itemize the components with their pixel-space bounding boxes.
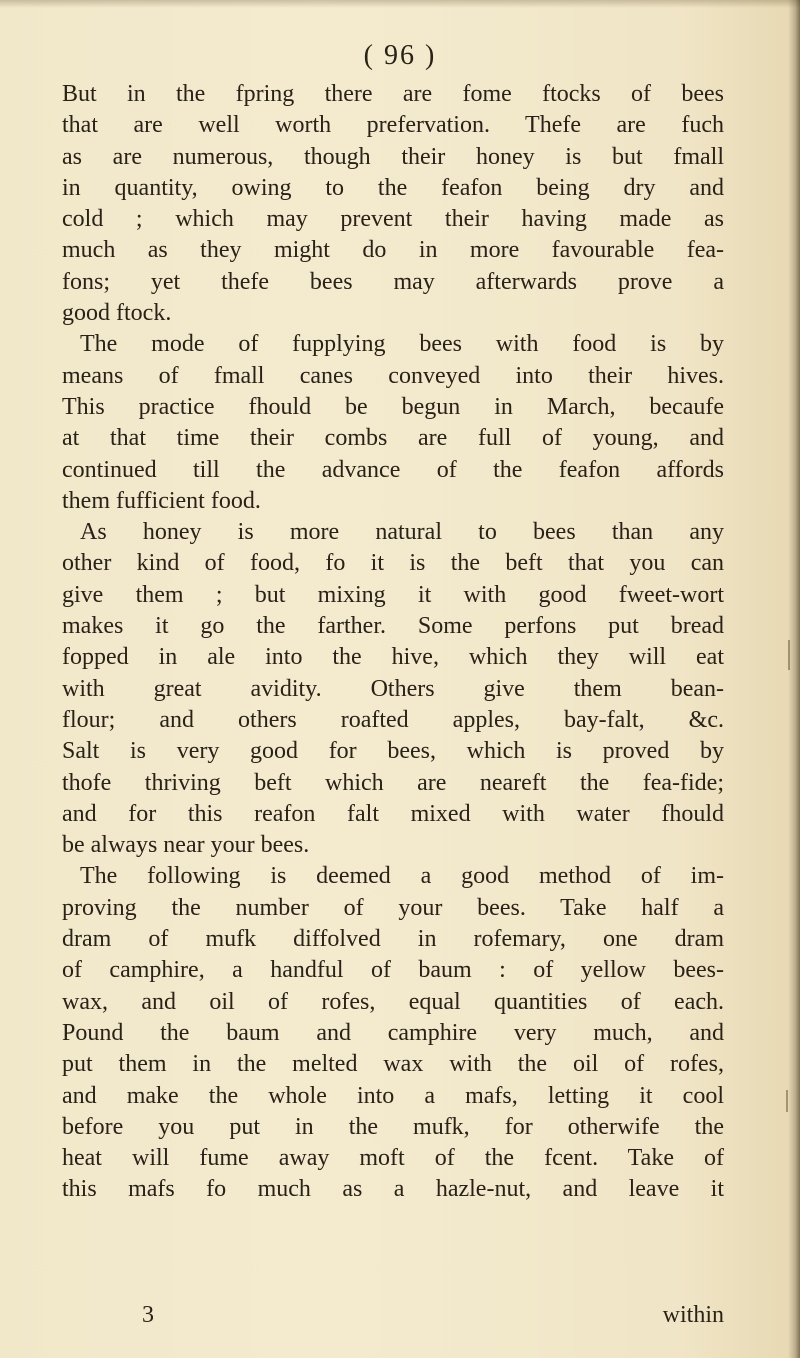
text-line: and make the whole into a mafs, letting it cool bbox=[62, 1082, 724, 1109]
text-line: as are numerous, though their honey is but fmall bbox=[62, 143, 724, 170]
text-line: of camphire, a handful of baum : of yellow bees- bbox=[62, 957, 724, 984]
text-line: thofe thriving beft which are neareft the fea-fide; bbox=[62, 769, 724, 796]
paragraph-start-line: The mode of fupplying bees with food is by bbox=[80, 331, 724, 358]
text-line: means of fmall canes conveyed into their hives. bbox=[62, 362, 724, 389]
page-number-header: ( 96 ) bbox=[363, 40, 437, 71]
text-line: much as they might do in more favourable fea- bbox=[62, 237, 724, 264]
text-line: Salt is very good for bees, which is proved by bbox=[62, 738, 724, 765]
page-top-shadow bbox=[0, 0, 800, 8]
text-line: and for this reafon falt mixed with water fhould bbox=[62, 800, 724, 827]
text-line: proving the number of your bees. Take half a bbox=[62, 894, 724, 921]
body-text bbox=[62, 79, 724, 1206]
text-line: cold ; which may prevent their having made as bbox=[62, 206, 724, 233]
paragraph-start-line: As honey is more natural to bees than any bbox=[80, 519, 724, 546]
text-line: before you put in the mufk, for otherwife the bbox=[62, 1113, 724, 1140]
text-line: be always near your bees. bbox=[62, 832, 310, 859]
text-line: in quantity, owing to the feafon being dry and bbox=[62, 174, 724, 201]
text-line: with great avidity. Others give them bean- bbox=[62, 675, 724, 702]
text-line: put them in the melted wax with the oil of rofes, bbox=[62, 1051, 724, 1078]
text-line: heat will fume away moft of the fcent. Take of bbox=[62, 1145, 724, 1172]
text-line: give them ; but mixing it with good fweet-wort bbox=[62, 581, 724, 608]
text-line: flour; and others roafted apples, bay-falt, &c. bbox=[62, 706, 724, 733]
text-line: Pound the baum and camphire very much, and bbox=[62, 1019, 724, 1046]
paragraph-start-line: The following is deemed a good method of im- bbox=[80, 863, 724, 890]
text-line: fons; yet thefe bees may afterwards prove a bbox=[62, 268, 724, 295]
page-binding-shadow bbox=[788, 0, 800, 1358]
text-line: This practice fhould be begun in March, becaufe bbox=[62, 393, 724, 420]
text-line: makes it go the farther. Some perfons put bread bbox=[62, 613, 724, 640]
margin-mark bbox=[786, 1090, 788, 1112]
margin-mark bbox=[788, 640, 790, 670]
text-line: at that time their combs are full of young, and bbox=[62, 425, 724, 452]
text-line: other kind of food, fo it is the beft that you can bbox=[62, 550, 724, 577]
text-line: But in the fpring there are fome ftocks of bees bbox=[62, 81, 724, 107]
text-line: them fufficient food. bbox=[62, 487, 261, 514]
text-line: that are well worth prefervation. Thefe are fuch bbox=[62, 112, 724, 139]
text-line: fopped in ale into the hive, which they will eat bbox=[62, 644, 724, 671]
page-footer bbox=[62, 1299, 724, 1331]
signature-mark: 3 bbox=[142, 1302, 154, 1328]
text-line: this mafs fo much as a hazle-nut, and leave it bbox=[62, 1176, 724, 1203]
catchword: within bbox=[662, 1302, 724, 1328]
text-line: good ftock. bbox=[62, 300, 172, 327]
text-line: wax, and oil of rofes, equal quantities of each. bbox=[62, 988, 724, 1015]
text-line: continued till the advance of the feafon affords bbox=[62, 456, 724, 483]
text-line: dram of mufk diffolved in rofemary, one dram bbox=[62, 926, 724, 953]
